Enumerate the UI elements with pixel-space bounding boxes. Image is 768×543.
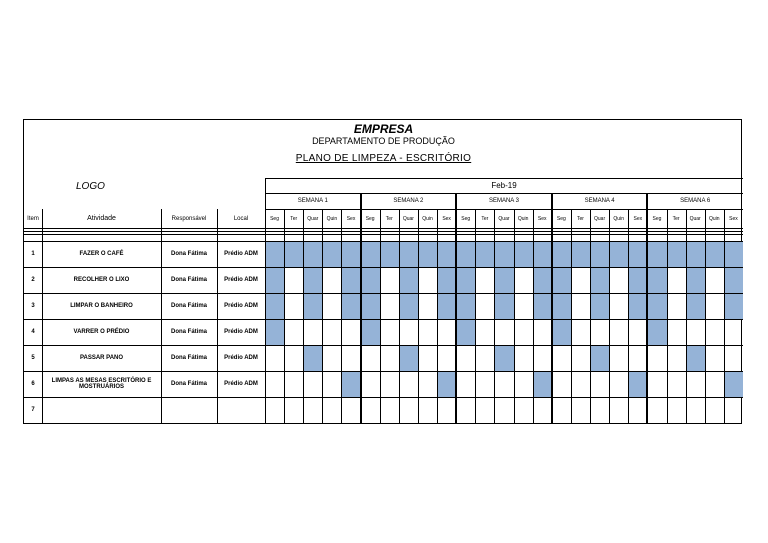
scheduled-day-cell[interactable] (437, 267, 456, 293)
scheduled-day-cell[interactable] (590, 267, 609, 293)
scheduled-day-cell[interactable] (514, 241, 533, 267)
scheduled-day-cell[interactable] (361, 319, 380, 345)
scheduled-day-cell[interactable] (590, 293, 609, 319)
location-name (217, 397, 265, 423)
empty-day-cell[interactable] (494, 319, 513, 345)
item-number: 2 (31, 277, 35, 283)
scheduled-day-cell[interactable] (647, 267, 666, 293)
grid-line (265, 209, 743, 210)
empty-day-cell[interactable] (322, 319, 341, 345)
grid-line (686, 209, 687, 423)
empty-day-cell[interactable] (571, 293, 590, 319)
empty-day-cell[interactable] (303, 371, 322, 397)
responsible-name (161, 397, 217, 423)
day-header: Sex (537, 215, 547, 222)
scheduled-day-cell[interactable] (399, 241, 418, 267)
empty-day-cell[interactable] (609, 319, 628, 345)
location-name: Prédio ADM (224, 251, 258, 257)
scheduled-day-cell[interactable] (533, 241, 552, 267)
empty-day-cell[interactable] (647, 371, 666, 397)
scheduled-day-cell[interactable] (456, 241, 475, 267)
grid-line (705, 209, 706, 423)
empty-day-cell[interactable] (590, 397, 609, 423)
day-header: Seg (652, 215, 662, 222)
empty-day-cell[interactable] (456, 397, 475, 423)
empty-day-cell[interactable] (533, 397, 552, 423)
scheduled-day-cell[interactable] (399, 293, 418, 319)
activity-name: LIMPAR O BANHEIRO (70, 303, 133, 309)
grid-line (399, 209, 400, 423)
empty-day-cell[interactable] (418, 371, 437, 397)
empty-day-cell[interactable] (341, 319, 360, 345)
day-header: Quar (498, 215, 510, 222)
empty-day-cell[interactable] (322, 397, 341, 423)
day-header: Seg (556, 215, 566, 222)
department-name: DEPARTAMENTO DE PRODUÇÃO (312, 136, 455, 146)
scheduled-day-cell[interactable] (686, 267, 705, 293)
empty-day-cell[interactable] (609, 293, 628, 319)
empty-day-cell[interactable] (724, 345, 743, 371)
grid-line (161, 209, 162, 423)
scheduled-day-cell[interactable] (265, 319, 284, 345)
scheduled-day-cell[interactable] (686, 241, 705, 267)
week-header: SEMANA 2 (393, 198, 424, 204)
scheduled-day-cell[interactable] (437, 371, 456, 397)
grid-line (724, 209, 725, 423)
scheduled-day-cell[interactable] (667, 241, 686, 267)
responsible-name: Dona Fátima (170, 251, 207, 257)
day-header: Seg (461, 215, 471, 222)
empty-day-cell[interactable] (514, 293, 533, 319)
grid-line (418, 209, 419, 423)
scheduled-day-cell[interactable] (533, 267, 552, 293)
empty-day-cell[interactable] (552, 345, 571, 371)
empty-day-cell[interactable] (647, 345, 666, 371)
day-header: Quar (689, 215, 701, 222)
empty-day-cell[interactable] (475, 267, 494, 293)
location-name: Prédio ADM (224, 303, 258, 309)
grid-line (455, 193, 457, 423)
scheduled-day-cell[interactable] (705, 241, 724, 267)
scheduled-day-cell[interactable] (303, 267, 322, 293)
plan-title: PLANO DE LIMPEZA - ESCRITÓRIO (295, 153, 472, 164)
grid-line (24, 371, 743, 372)
grid-line (646, 193, 648, 423)
empty-day-cell[interactable] (456, 371, 475, 397)
activity-name: FAZER O CAFÉ (79, 251, 124, 257)
empty-day-cell[interactable] (265, 371, 284, 397)
empty-day-cell[interactable] (667, 267, 686, 293)
empty-day-cell[interactable] (514, 397, 533, 423)
item-number: 7 (31, 407, 35, 413)
scheduled-day-cell[interactable] (552, 319, 571, 345)
day-header: Sex (729, 215, 738, 222)
empty-day-cell[interactable] (667, 397, 686, 423)
empty-day-cell[interactable] (705, 319, 724, 345)
day-header: Seg (270, 215, 279, 222)
scheduled-day-cell[interactable] (609, 241, 628, 267)
empty-day-cell[interactable] (437, 397, 456, 423)
grid-line (551, 193, 553, 423)
item-number: 4 (31, 329, 35, 335)
empty-day-cell[interactable] (705, 267, 724, 293)
grid-line (380, 209, 381, 423)
empty-day-cell[interactable] (609, 345, 628, 371)
day-header: Sex (346, 215, 356, 222)
scheduled-day-cell[interactable] (494, 293, 513, 319)
empty-day-cell[interactable] (590, 371, 609, 397)
grid-line (303, 209, 304, 423)
grid-line (533, 209, 534, 423)
scheduled-day-cell[interactable] (361, 293, 380, 319)
location-name: Prédio ADM (224, 329, 258, 335)
empty-day-cell[interactable] (418, 397, 437, 423)
week-header: SEMANA 1 (297, 198, 328, 204)
empty-day-cell[interactable] (418, 293, 437, 319)
empty-day-cell[interactable] (667, 371, 686, 397)
scheduled-day-cell[interactable] (724, 371, 743, 397)
day-header: Quin (613, 215, 624, 222)
responsible-name: Dona Fátima (170, 381, 207, 387)
location-name: Prédio ADM (224, 277, 258, 283)
empty-day-cell[interactable] (686, 319, 705, 345)
scheduled-day-cell[interactable] (303, 293, 322, 319)
day-header: Ter (290, 215, 298, 222)
scheduled-day-cell[interactable] (265, 241, 284, 267)
grid-line (24, 231, 743, 232)
scheduled-day-cell[interactable] (552, 241, 571, 267)
empty-day-cell[interactable] (647, 397, 666, 423)
grid-line (24, 241, 743, 242)
empty-day-cell[interactable] (284, 371, 303, 397)
scheduled-day-cell[interactable] (456, 267, 475, 293)
empty-day-cell[interactable] (265, 345, 284, 371)
day-header: Quin (422, 215, 433, 222)
day-header: Quin (517, 215, 529, 222)
empty-day-cell[interactable] (609, 267, 628, 293)
activity-name: LIMPAS AS MESAS ESCRITÓRIO E MOSTRUÁRIOS (51, 378, 152, 390)
week-header: SEMANA 4 (584, 198, 615, 204)
location-name: Prédio ADM (224, 355, 258, 361)
empty-day-cell[interactable] (284, 267, 303, 293)
empty-day-cell[interactable] (361, 397, 380, 423)
empty-day-cell[interactable] (380, 319, 399, 345)
item-number: 5 (31, 355, 35, 361)
empty-day-cell[interactable] (686, 371, 705, 397)
empty-day-cell[interactable] (705, 345, 724, 371)
scheduled-day-cell[interactable] (437, 241, 456, 267)
activity-name: VARRER O PRÉDIO (73, 329, 130, 335)
grid-line (494, 209, 495, 423)
empty-day-cell[interactable] (609, 397, 628, 423)
empty-day-cell[interactable] (533, 345, 552, 371)
scheduled-day-cell[interactable] (724, 241, 743, 267)
scheduled-day-cell[interactable] (475, 241, 494, 267)
scheduled-day-cell[interactable] (284, 241, 303, 267)
item-number: 3 (31, 303, 35, 309)
empty-day-cell[interactable] (418, 267, 437, 293)
scheduled-day-cell[interactable] (341, 267, 360, 293)
scheduled-day-cell[interactable] (647, 319, 666, 345)
empty-day-cell[interactable] (475, 319, 494, 345)
empty-day-cell[interactable] (667, 319, 686, 345)
empty-day-cell[interactable] (475, 293, 494, 319)
empty-day-cell[interactable] (628, 397, 647, 423)
empty-day-cell[interactable] (552, 371, 571, 397)
empty-day-cell[interactable] (514, 267, 533, 293)
grid-line (322, 209, 323, 423)
scheduled-day-cell[interactable] (724, 267, 743, 293)
column-header-item: Item (27, 215, 39, 222)
grid-line (217, 209, 218, 423)
empty-day-cell[interactable] (341, 397, 360, 423)
grid-line (514, 209, 515, 423)
scheduled-day-cell[interactable] (724, 293, 743, 319)
empty-day-cell[interactable] (361, 371, 380, 397)
scheduled-day-cell[interactable] (590, 345, 609, 371)
week-header: SEMANA 6 (680, 198, 711, 204)
empty-day-cell[interactable] (475, 371, 494, 397)
empty-day-cell[interactable] (284, 293, 303, 319)
empty-day-cell[interactable] (724, 397, 743, 423)
scheduled-day-cell[interactable] (456, 293, 475, 319)
scheduled-day-cell[interactable] (322, 241, 341, 267)
empty-day-cell[interactable] (322, 371, 341, 397)
company-name: EMPRESA (353, 122, 414, 136)
scheduled-day-cell[interactable] (456, 319, 475, 345)
location-name: Prédio ADM (224, 381, 258, 387)
scheduled-day-cell[interactable] (686, 345, 705, 371)
day-header: Quar (307, 215, 319, 222)
empty-day-cell[interactable] (686, 397, 705, 423)
empty-day-cell[interactable] (475, 397, 494, 423)
day-header: Ter (385, 215, 393, 222)
scheduled-day-cell[interactable] (437, 293, 456, 319)
day-header: Seg (365, 215, 375, 222)
empty-day-cell[interactable] (514, 371, 533, 397)
scheduled-day-cell[interactable] (341, 371, 360, 397)
empty-day-cell[interactable] (265, 397, 284, 423)
empty-day-cell[interactable] (418, 319, 437, 345)
empty-day-cell[interactable] (667, 293, 686, 319)
grid-line (590, 209, 591, 423)
empty-day-cell[interactable] (705, 293, 724, 319)
empty-day-cell[interactable] (590, 319, 609, 345)
logo-placeholder: LOGO (76, 181, 105, 192)
month-label: Feb-19 (491, 181, 517, 190)
scheduled-day-cell[interactable] (361, 267, 380, 293)
empty-day-cell[interactable] (571, 267, 590, 293)
grid-line (628, 209, 629, 423)
empty-day-cell[interactable] (533, 319, 552, 345)
empty-day-cell[interactable] (322, 267, 341, 293)
scheduled-day-cell[interactable] (552, 293, 571, 319)
empty-day-cell[interactable] (456, 345, 475, 371)
grid-line (609, 209, 610, 423)
responsible-name: Dona Fátima (170, 329, 207, 335)
scheduled-day-cell[interactable] (590, 241, 609, 267)
grid-line (341, 209, 342, 423)
scheduled-day-cell[interactable] (341, 293, 360, 319)
item-number: 1 (31, 251, 35, 257)
scheduled-day-cell[interactable] (533, 371, 552, 397)
empty-day-cell[interactable] (399, 371, 418, 397)
scheduled-day-cell[interactable] (494, 267, 513, 293)
empty-day-cell[interactable] (494, 371, 513, 397)
day-header: Quar (594, 215, 606, 222)
empty-day-cell[interactable] (322, 345, 341, 371)
column-header-location: Local (233, 215, 249, 222)
empty-day-cell[interactable] (284, 345, 303, 371)
empty-day-cell[interactable] (705, 397, 724, 423)
grid-line (265, 178, 266, 423)
empty-day-cell[interactable] (361, 345, 380, 371)
day-header: Quin (326, 215, 338, 222)
column-header-responsible: Responsável (171, 215, 207, 222)
empty-day-cell[interactable] (303, 319, 322, 345)
empty-day-cell[interactable] (341, 345, 360, 371)
scheduled-day-cell[interactable] (628, 293, 647, 319)
scheduled-day-cell[interactable] (628, 241, 647, 267)
scheduled-day-cell[interactable] (628, 267, 647, 293)
responsible-name: Dona Fátima (170, 303, 207, 309)
empty-day-cell[interactable] (475, 345, 494, 371)
scheduled-day-cell[interactable] (265, 267, 284, 293)
scheduled-day-cell[interactable] (399, 267, 418, 293)
responsible-name: Dona Fátima (170, 355, 207, 361)
grid-line (475, 209, 476, 423)
empty-day-cell[interactable] (380, 397, 399, 423)
grid-line (24, 319, 743, 320)
grid-line (265, 178, 743, 179)
empty-day-cell[interactable] (667, 345, 686, 371)
scheduled-day-cell[interactable] (647, 241, 666, 267)
week-header: SEMANA 3 (488, 198, 519, 204)
scheduled-day-cell[interactable] (552, 267, 571, 293)
item-number: 6 (31, 381, 35, 387)
scheduled-day-cell[interactable] (494, 345, 513, 371)
empty-day-cell[interactable] (322, 293, 341, 319)
grid-line (284, 209, 285, 423)
scheduled-day-cell[interactable] (380, 241, 399, 267)
cleaning-plan-sheet (23, 119, 742, 424)
empty-day-cell[interactable] (284, 397, 303, 423)
empty-day-cell[interactable] (418, 345, 437, 371)
empty-day-cell[interactable] (437, 345, 456, 371)
grid-line (24, 228, 743, 229)
activity-name: RECOLHER O LIXO (73, 277, 130, 283)
empty-day-cell[interactable] (303, 397, 322, 423)
scheduled-day-cell[interactable] (399, 345, 418, 371)
empty-day-cell[interactable] (494, 397, 513, 423)
grid-line (24, 293, 743, 294)
grid-line (24, 267, 743, 268)
empty-day-cell[interactable] (380, 371, 399, 397)
empty-day-cell[interactable] (399, 397, 418, 423)
empty-day-cell[interactable] (399, 319, 418, 345)
empty-day-cell[interactable] (609, 371, 628, 397)
scheduled-day-cell[interactable] (686, 293, 705, 319)
scheduled-day-cell[interactable] (418, 241, 437, 267)
scheduled-day-cell[interactable] (303, 241, 322, 267)
day-header: Ter (672, 215, 680, 222)
day-header: Ter (576, 215, 584, 222)
activity-name: PASSAR PANO (79, 355, 124, 361)
scheduled-day-cell[interactable] (265, 293, 284, 319)
day-header: Ter (481, 215, 489, 222)
grid-line (265, 193, 743, 194)
day-header: Quin (709, 215, 720, 222)
day-header: Quar (402, 215, 414, 222)
empty-day-cell[interactable] (380, 267, 399, 293)
grid-line (437, 209, 438, 423)
grid-line (360, 193, 362, 423)
empty-day-cell[interactable] (284, 319, 303, 345)
empty-day-cell[interactable] (724, 319, 743, 345)
day-header: Sex (442, 215, 451, 222)
scheduled-day-cell[interactable] (647, 293, 666, 319)
grid-line (667, 209, 668, 423)
scheduled-day-cell[interactable] (303, 345, 322, 371)
scheduled-day-cell[interactable] (571, 241, 590, 267)
day-header: Sex (633, 215, 643, 222)
grid-line (24, 234, 743, 235)
scheduled-day-cell[interactable] (628, 371, 647, 397)
responsible-name: Dona Fátima (170, 277, 207, 283)
empty-day-cell[interactable] (628, 345, 647, 371)
empty-day-cell[interactable] (380, 293, 399, 319)
empty-day-cell[interactable] (437, 319, 456, 345)
column-header-activity: Atividade (87, 215, 116, 222)
activity-name (45, 397, 158, 423)
scheduled-day-cell[interactable] (341, 241, 360, 267)
empty-day-cell[interactable] (571, 397, 590, 423)
scheduled-day-cell[interactable] (494, 241, 513, 267)
empty-day-cell[interactable] (552, 397, 571, 423)
grid-line (42, 209, 43, 423)
scheduled-day-cell[interactable] (361, 241, 380, 267)
empty-day-cell[interactable] (705, 371, 724, 397)
empty-day-cell[interactable] (571, 345, 590, 371)
grid-line (24, 345, 743, 346)
scheduled-day-cell[interactable] (533, 293, 552, 319)
empty-day-cell[interactable] (514, 345, 533, 371)
grid-line (571, 209, 572, 423)
empty-day-cell[interactable] (571, 319, 590, 345)
empty-day-cell[interactable] (380, 345, 399, 371)
grid-line (24, 397, 743, 398)
empty-day-cell[interactable] (514, 319, 533, 345)
empty-day-cell[interactable] (628, 319, 647, 345)
empty-day-cell[interactable] (571, 371, 590, 397)
